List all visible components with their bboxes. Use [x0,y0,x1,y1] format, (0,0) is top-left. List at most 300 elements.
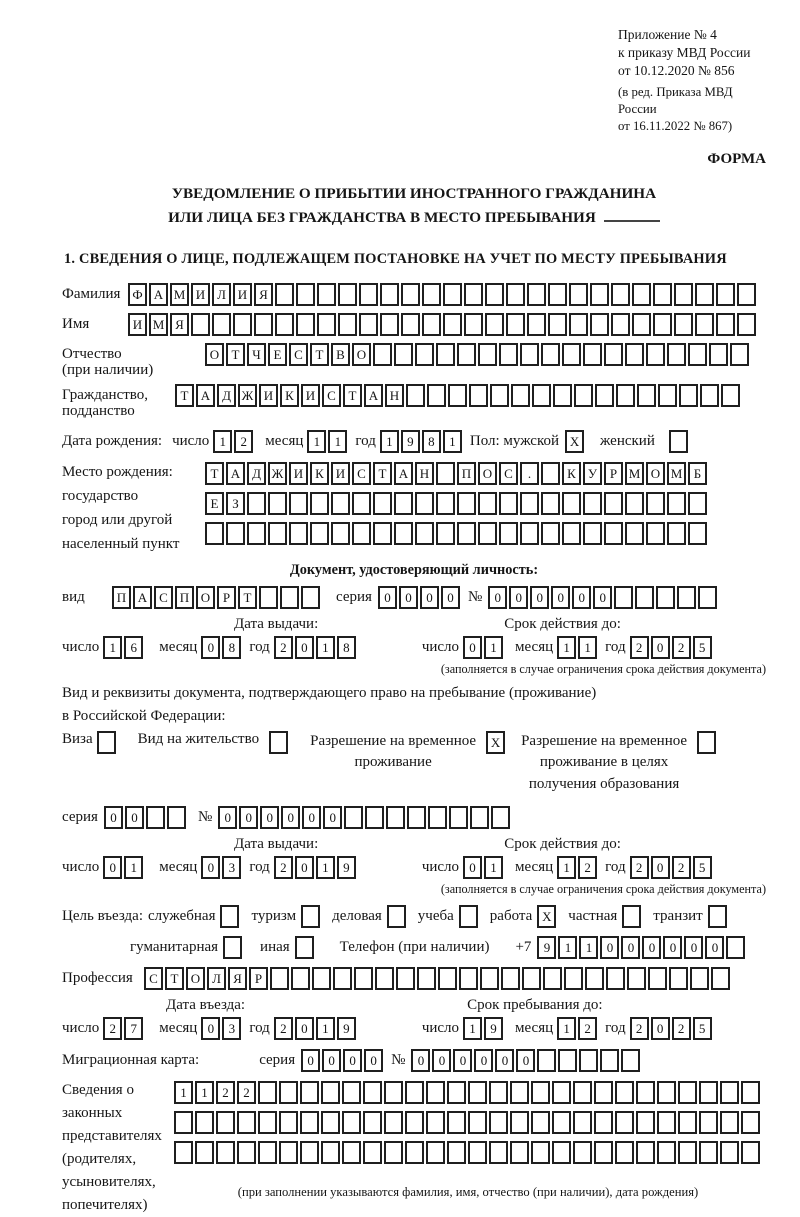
form-cell[interactable] [678,1141,697,1164]
form-cell[interactable]: 1 [484,856,503,879]
form-cell[interactable]: Т [310,343,329,366]
form-cell[interactable] [289,522,308,545]
form-cell[interactable] [470,806,489,829]
form-cell[interactable] [606,967,625,990]
form-cell[interactable] [258,1141,277,1164]
form-cell[interactable] [422,283,441,306]
form-cell[interactable]: 0 [323,806,342,829]
form-cell[interactable] [448,384,467,407]
form-cell[interactable]: 1 [557,1017,576,1040]
form-cell[interactable] [321,1081,340,1104]
form-cell[interactable]: X [565,430,584,453]
form-cell[interactable] [600,1049,619,1072]
form-cell[interactable] [611,313,630,336]
form-cell[interactable]: П [112,586,131,609]
form-cell[interactable] [480,967,499,990]
form-cell[interactable]: 2 [103,1017,122,1040]
form-cell[interactable] [317,283,336,306]
form-cell[interactable] [590,313,609,336]
form-cell[interactable] [331,492,350,515]
form-cell[interactable] [737,283,756,306]
form-cell[interactable] [174,1141,193,1164]
form-cell[interactable] [583,343,602,366]
form-cell[interactable] [721,384,740,407]
form-cell[interactable] [552,1111,571,1134]
form-cell[interactable] [279,1081,298,1104]
form-cell[interactable] [700,384,719,407]
form-cell[interactable]: Л [207,967,226,990]
form-cell[interactable]: Д [247,462,266,485]
form-cell[interactable] [548,313,567,336]
form-cell[interactable]: 0 [600,936,619,959]
form-cell[interactable]: Н [415,462,434,485]
form-cell[interactable]: Я [254,283,273,306]
form-cell[interactable] [338,313,357,336]
form-cell[interactable]: 9 [484,1017,503,1040]
form-cell[interactable]: 0 [651,1017,670,1040]
form-cell[interactable] [406,384,425,407]
form-cell[interactable] [720,1081,739,1104]
form-cell[interactable] [635,586,654,609]
form-cell[interactable]: С [289,343,308,366]
form-cell[interactable]: 1 [443,430,462,453]
form-cell[interactable] [384,1111,403,1134]
form-cell[interactable]: С [352,462,371,485]
form-cell[interactable] [342,1111,361,1134]
form-cell[interactable]: 0 [104,806,123,829]
form-cell[interactable] [174,1111,193,1134]
form-cell[interactable] [541,522,560,545]
form-cell[interactable]: 0 [530,586,549,609]
form-cell[interactable] [562,343,581,366]
form-cell[interactable] [443,283,462,306]
form-cell[interactable] [363,1111,382,1134]
form-cell[interactable] [573,1081,592,1104]
form-cell[interactable] [426,1081,445,1104]
form-cell[interactable] [590,283,609,306]
form-cell[interactable] [552,1081,571,1104]
form-cell[interactable] [741,1141,760,1164]
form-cell[interactable] [478,522,497,545]
form-cell[interactable]: 1 [484,636,503,659]
form-cell[interactable]: Т [373,462,392,485]
form-cell[interactable] [401,283,420,306]
form-cell[interactable] [616,384,635,407]
form-cell[interactable] [254,313,273,336]
form-cell[interactable] [317,313,336,336]
form-cell[interactable] [436,343,455,366]
form-cell[interactable] [622,905,641,928]
form-cell[interactable] [531,1141,550,1164]
form-cell[interactable] [422,313,441,336]
form-cell[interactable] [301,586,320,609]
form-cell[interactable] [697,731,716,754]
form-cell[interactable] [426,1141,445,1164]
form-cell[interactable]: 1 [328,430,347,453]
form-cell[interactable]: О [196,586,215,609]
form-cell[interactable]: В [331,343,350,366]
form-cell[interactable]: 0 [651,856,670,879]
form-cell[interactable] [321,1141,340,1164]
form-cell[interactable]: 1 [195,1081,214,1104]
form-cell[interactable] [459,967,478,990]
form-cell[interactable]: О [352,343,371,366]
form-cell[interactable]: 2 [672,1017,691,1040]
form-cell[interactable] [688,492,707,515]
form-cell[interactable] [363,1141,382,1164]
form-cell[interactable]: Ж [268,462,287,485]
form-cell[interactable]: П [175,586,194,609]
form-cell[interactable] [478,492,497,515]
form-cell[interactable] [342,1081,361,1104]
form-cell[interactable]: У [583,462,602,485]
form-cell[interactable] [280,586,299,609]
form-cell[interactable] [380,283,399,306]
form-cell[interactable] [247,522,266,545]
form-cell[interactable] [679,384,698,407]
form-cell[interactable] [537,1049,556,1072]
form-cell[interactable]: 0 [651,636,670,659]
form-cell[interactable]: 0 [684,936,703,959]
form-cell[interactable] [573,1141,592,1164]
form-cell[interactable] [259,586,278,609]
form-cell[interactable] [562,492,581,515]
form-cell[interactable] [737,313,756,336]
form-cell[interactable] [464,313,483,336]
form-cell[interactable] [720,1111,739,1134]
form-cell[interactable] [730,343,749,366]
form-cell[interactable] [384,1081,403,1104]
form-cell[interactable] [457,343,476,366]
form-cell[interactable] [531,1111,550,1134]
form-cell[interactable]: 1 [463,1017,482,1040]
form-cell[interactable] [674,283,693,306]
form-cell[interactable] [632,313,651,336]
form-cell[interactable] [436,492,455,515]
form-cell[interactable] [300,1081,319,1104]
form-cell[interactable] [331,522,350,545]
form-cell[interactable]: 1 [380,430,399,453]
form-cell[interactable] [478,343,497,366]
form-cell[interactable] [585,967,604,990]
form-cell[interactable]: 0 [295,636,314,659]
form-cell[interactable] [595,384,614,407]
form-cell[interactable] [436,462,455,485]
form-cell[interactable] [407,806,426,829]
form-cell[interactable] [489,1081,508,1104]
form-cell[interactable] [532,384,551,407]
form-cell[interactable] [468,1081,487,1104]
form-cell[interactable]: Т [175,384,194,407]
form-cell[interactable] [275,283,294,306]
form-cell[interactable] [699,1111,718,1134]
form-cell[interactable]: 0 [260,806,279,829]
form-cell[interactable] [489,1141,508,1164]
form-cell[interactable] [637,384,656,407]
form-cell[interactable]: 0 [420,586,439,609]
form-cell[interactable] [653,313,672,336]
form-cell[interactable] [657,1111,676,1134]
form-cell[interactable]: 0 [642,936,661,959]
form-cell[interactable]: 0 [295,856,314,879]
form-cell[interactable]: 0 [125,806,144,829]
form-cell[interactable]: Ф [128,283,147,306]
form-cell[interactable] [548,283,567,306]
form-cell[interactable]: О [205,343,224,366]
form-cell[interactable]: Т [343,384,362,407]
form-cell[interactable]: М [170,283,189,306]
form-cell[interactable] [296,283,315,306]
form-cell[interactable] [258,1081,277,1104]
form-cell[interactable]: С [322,384,341,407]
form-cell[interactable] [338,283,357,306]
form-cell[interactable]: И [289,462,308,485]
form-cell[interactable] [270,967,289,990]
form-cell[interactable]: 9 [537,936,556,959]
form-cell[interactable] [405,1141,424,1164]
form-cell[interactable] [562,522,581,545]
form-cell[interactable]: 0 [343,1049,362,1072]
form-cell[interactable] [615,1081,634,1104]
form-cell[interactable]: К [562,462,581,485]
form-cell[interactable]: Ж [238,384,257,407]
form-cell[interactable]: Р [249,967,268,990]
form-cell[interactable]: Т [205,462,224,485]
form-cell[interactable] [268,522,287,545]
form-cell[interactable] [656,586,675,609]
form-cell[interactable]: Я [228,967,247,990]
form-cell[interactable] [233,313,252,336]
form-cell[interactable] [387,905,406,928]
form-cell[interactable] [447,1081,466,1104]
form-cell[interactable] [499,522,518,545]
form-cell[interactable] [506,283,525,306]
form-cell[interactable] [447,1111,466,1134]
form-cell[interactable] [541,492,560,515]
form-cell[interactable] [543,967,562,990]
form-cell[interactable]: М [667,462,686,485]
form-cell[interactable] [579,1049,598,1072]
form-cell[interactable]: Е [268,343,287,366]
form-cell[interactable]: 0 [322,1049,341,1072]
form-cell[interactable]: 2 [274,636,293,659]
form-cell[interactable] [646,522,665,545]
form-cell[interactable]: 2 [216,1081,235,1104]
form-cell[interactable] [716,283,735,306]
form-cell[interactable] [569,283,588,306]
form-cell[interactable] [459,905,478,928]
form-cell[interactable]: 1 [174,1081,193,1104]
form-cell[interactable]: X [486,731,505,754]
form-cell[interactable]: 3 [222,856,241,879]
form-cell[interactable] [275,313,294,336]
form-cell[interactable] [321,1111,340,1134]
form-cell[interactable] [365,806,384,829]
form-cell[interactable]: 0 [705,936,724,959]
form-cell[interactable] [583,522,602,545]
form-cell[interactable] [695,313,714,336]
form-cell[interactable]: 1 [316,636,335,659]
form-cell[interactable] [405,1081,424,1104]
form-cell[interactable] [417,967,436,990]
form-cell[interactable]: С [154,586,173,609]
form-cell[interactable] [678,1111,697,1134]
form-cell[interactable] [711,967,730,990]
form-cell[interactable]: Т [165,967,184,990]
form-cell[interactable] [699,1141,718,1164]
form-cell[interactable]: Т [238,586,257,609]
form-cell[interactable] [688,522,707,545]
form-cell[interactable] [569,313,588,336]
form-cell[interactable] [359,313,378,336]
form-cell[interactable]: 0 [463,856,482,879]
form-cell[interactable] [552,1141,571,1164]
form-cell[interactable] [191,313,210,336]
form-cell[interactable]: 1 [316,1017,335,1040]
form-cell[interactable]: И [301,384,320,407]
form-cell[interactable] [195,1141,214,1164]
form-cell[interactable] [373,492,392,515]
form-cell[interactable]: 9 [337,1017,356,1040]
form-cell[interactable] [363,1081,382,1104]
form-cell[interactable]: 0 [509,586,528,609]
form-cell[interactable]: И [191,283,210,306]
form-cell[interactable]: 7 [124,1017,143,1040]
form-cell[interactable] [699,1081,718,1104]
form-cell[interactable] [653,283,672,306]
form-cell[interactable] [310,492,329,515]
form-cell[interactable]: 0 [201,636,220,659]
form-cell[interactable]: И [259,384,278,407]
form-cell[interactable] [300,1141,319,1164]
form-cell[interactable] [594,1141,613,1164]
form-cell[interactable]: 1 [103,636,122,659]
form-cell[interactable]: 0 [572,586,591,609]
form-cell[interactable] [258,1111,277,1134]
form-cell[interactable]: 0 [103,856,122,879]
form-cell[interactable] [574,384,593,407]
form-cell[interactable]: 2 [274,856,293,879]
form-cell[interactable] [541,462,560,485]
form-cell[interactable]: 0 [399,586,418,609]
form-cell[interactable] [558,1049,577,1072]
form-cell[interactable] [625,492,644,515]
form-cell[interactable] [247,492,266,515]
form-cell[interactable]: 8 [422,430,441,453]
form-cell[interactable] [678,1081,697,1104]
form-cell[interactable]: О [186,967,205,990]
form-cell[interactable] [449,806,468,829]
form-cell[interactable] [394,492,413,515]
form-cell[interactable] [708,905,727,928]
form-cell[interactable]: . [520,462,539,485]
form-cell[interactable] [614,586,633,609]
form-cell[interactable] [695,283,714,306]
form-cell[interactable] [295,936,314,959]
form-cell[interactable]: 3 [222,1017,241,1040]
form-cell[interactable] [447,1141,466,1164]
form-cell[interactable]: 0 [453,1049,472,1072]
form-cell[interactable]: 0 [281,806,300,829]
form-cell[interactable] [527,283,546,306]
form-cell[interactable]: М [625,462,644,485]
form-cell[interactable]: 6 [124,636,143,659]
form-cell[interactable]: 0 [495,1049,514,1072]
form-cell[interactable] [386,806,405,829]
form-cell[interactable] [394,343,413,366]
form-cell[interactable]: С [499,462,518,485]
form-cell[interactable] [491,806,510,829]
form-cell[interactable]: 5 [693,636,712,659]
form-cell[interactable] [268,492,287,515]
form-cell[interactable]: 9 [337,856,356,879]
form-cell[interactable]: 0 [441,586,460,609]
form-cell[interactable] [380,313,399,336]
form-cell[interactable] [373,343,392,366]
form-cell[interactable] [457,492,476,515]
form-cell[interactable] [405,1111,424,1134]
form-cell[interactable] [510,1141,529,1164]
form-cell[interactable] [677,586,696,609]
form-cell[interactable]: 2 [237,1081,256,1104]
form-cell[interactable] [279,1141,298,1164]
form-cell[interactable]: И [233,283,252,306]
form-cell[interactable] [690,967,709,990]
form-cell[interactable] [146,806,165,829]
form-cell[interactable] [97,731,116,754]
form-cell[interactable] [667,522,686,545]
form-cell[interactable] [531,1081,550,1104]
form-cell[interactable] [669,967,688,990]
form-cell[interactable]: 0 [301,1049,320,1072]
form-cell[interactable] [312,967,331,990]
form-cell[interactable] [522,967,541,990]
form-cell[interactable] [373,522,392,545]
form-cell[interactable] [520,492,539,515]
form-cell[interactable] [604,522,623,545]
form-cell[interactable] [301,905,320,928]
form-cell[interactable] [594,1081,613,1104]
form-cell[interactable] [625,522,644,545]
form-cell[interactable] [716,313,735,336]
form-cell[interactable] [485,313,504,336]
form-cell[interactable] [291,967,310,990]
form-cell[interactable] [520,343,539,366]
form-cell[interactable] [464,283,483,306]
form-cell[interactable] [354,967,373,990]
form-cell[interactable]: 0 [463,636,482,659]
form-cell[interactable] [632,283,651,306]
form-cell[interactable] [648,967,667,990]
form-cell[interactable] [611,283,630,306]
form-cell[interactable]: 5 [693,1017,712,1040]
form-cell[interactable] [396,967,415,990]
form-cell[interactable]: О [646,462,665,485]
form-cell[interactable]: Е [205,492,224,515]
form-cell[interactable] [667,343,686,366]
form-cell[interactable]: К [280,384,299,407]
form-cell[interactable]: С [144,967,163,990]
form-cell[interactable] [741,1081,760,1104]
form-cell[interactable]: Р [217,586,236,609]
form-cell[interactable] [627,967,646,990]
form-cell[interactable] [289,492,308,515]
form-cell[interactable] [674,313,693,336]
form-cell[interactable] [205,522,224,545]
form-cell[interactable] [220,905,239,928]
form-cell[interactable] [726,936,745,959]
form-cell[interactable] [384,1141,403,1164]
